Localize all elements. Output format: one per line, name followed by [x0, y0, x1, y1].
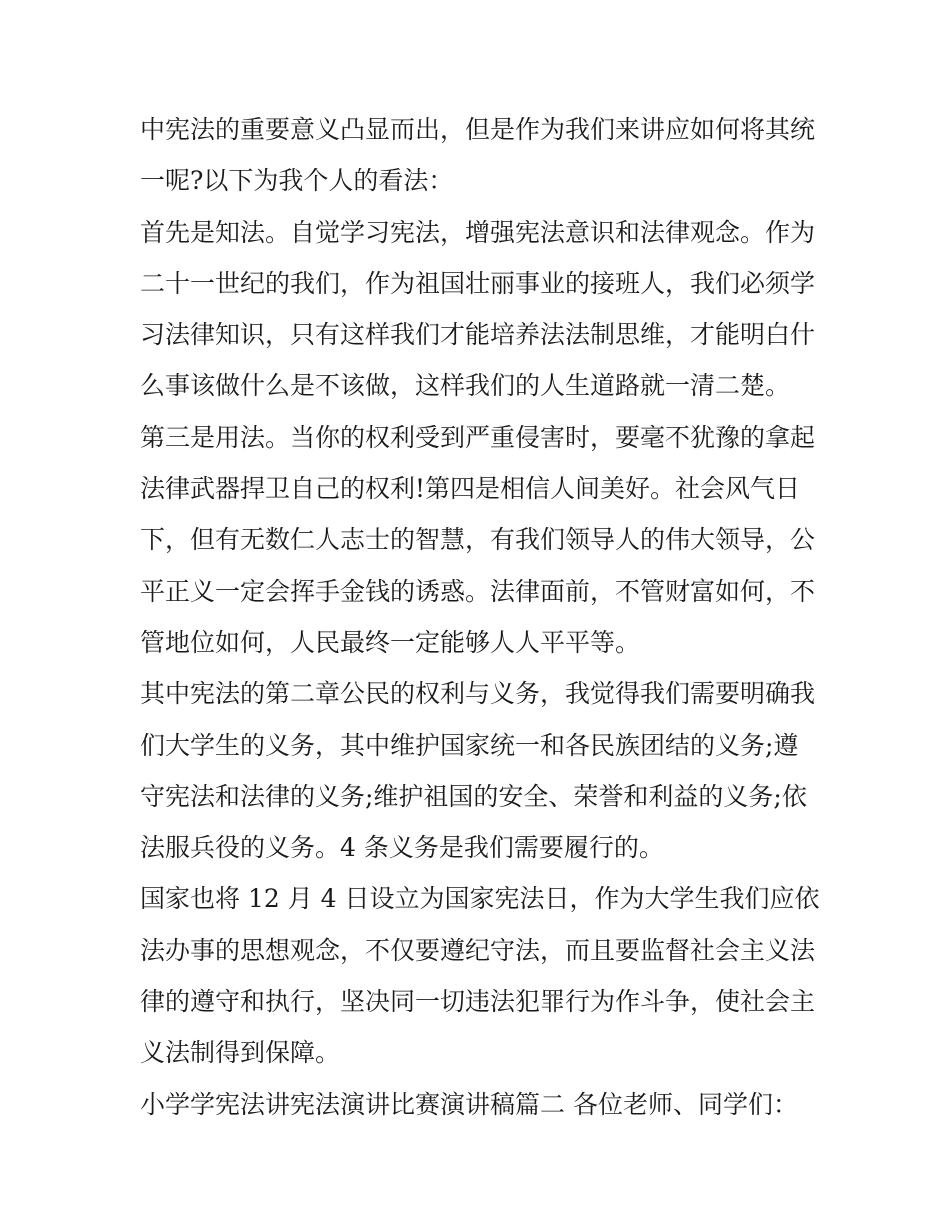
- text-line: 首先是知法。自觉学习宪法，增强宪法意识和法律观念。作为: [140, 217, 816, 247]
- text-line: 平正义一定会挥手金钱的诱惑。法律面前，不管财富如何，不: [140, 576, 816, 606]
- text-line: 二十一世纪的我们，作为祖国壮丽事业的接班人，我们必须学: [140, 268, 816, 298]
- text-line: 下，但有无数仁人志士的智慧，有我们领导人的伟大领导，公: [140, 525, 816, 555]
- text-line: 其中宪法的第二章公民的权利与义务，我觉得我们需要明确我: [140, 679, 816, 709]
- text-line: 中宪法的重要意义凸显而出，但是作为我们来讲应如何将其统: [140, 115, 816, 144]
- text-line: 法服兵役的义务。4 条义务是我们需要履行的。: [140, 833, 664, 863]
- text-line: 法办事的思想观念，不仅要遵纪守法，而且要监督社会主义法: [140, 935, 816, 965]
- text-line: 么事该做什么是不该做，这样我们的人生道路就一清二楚。: [140, 371, 791, 401]
- text-line: 守宪法和法律的义务;维护祖国的安全、荣誉和利益的义务;依: [140, 781, 807, 811]
- body-text: [140, 104, 820, 1130]
- text-line: 小学学宪法讲宪法演讲比赛演讲稿篇二 各位老师、同学们：: [140, 1089, 798, 1119]
- text-line: 们大学生的义务，其中维护国家统一和各民族团结的义务;遵: [140, 730, 799, 760]
- text-line: 一呢?以下为我个人的看法：: [140, 166, 454, 196]
- text-line: 管地位如何，人民最终一定能够人人平平等。: [140, 627, 641, 657]
- text-line: 律的遵守和执行，坚决同一切违法犯罪行为作斗争，使社会主: [140, 987, 816, 1017]
- text-line: 习法律知识，只有这样我们才能培养法法制思维，才能明白什: [140, 320, 816, 350]
- text-line: 第三是用法。当你的权利受到严重侵害时，要毫不犹豫的拿起: [140, 422, 816, 452]
- text-line: 法律武器捍卫自己的权利!第四是相信人间美好。社会风气日: [140, 474, 801, 504]
- text-line: 义法制得到保障。: [140, 1038, 341, 1068]
- text-line: 国家也将 12 月 4 日设立为国家宪法日，作为大学生我们应依: [140, 884, 820, 914]
